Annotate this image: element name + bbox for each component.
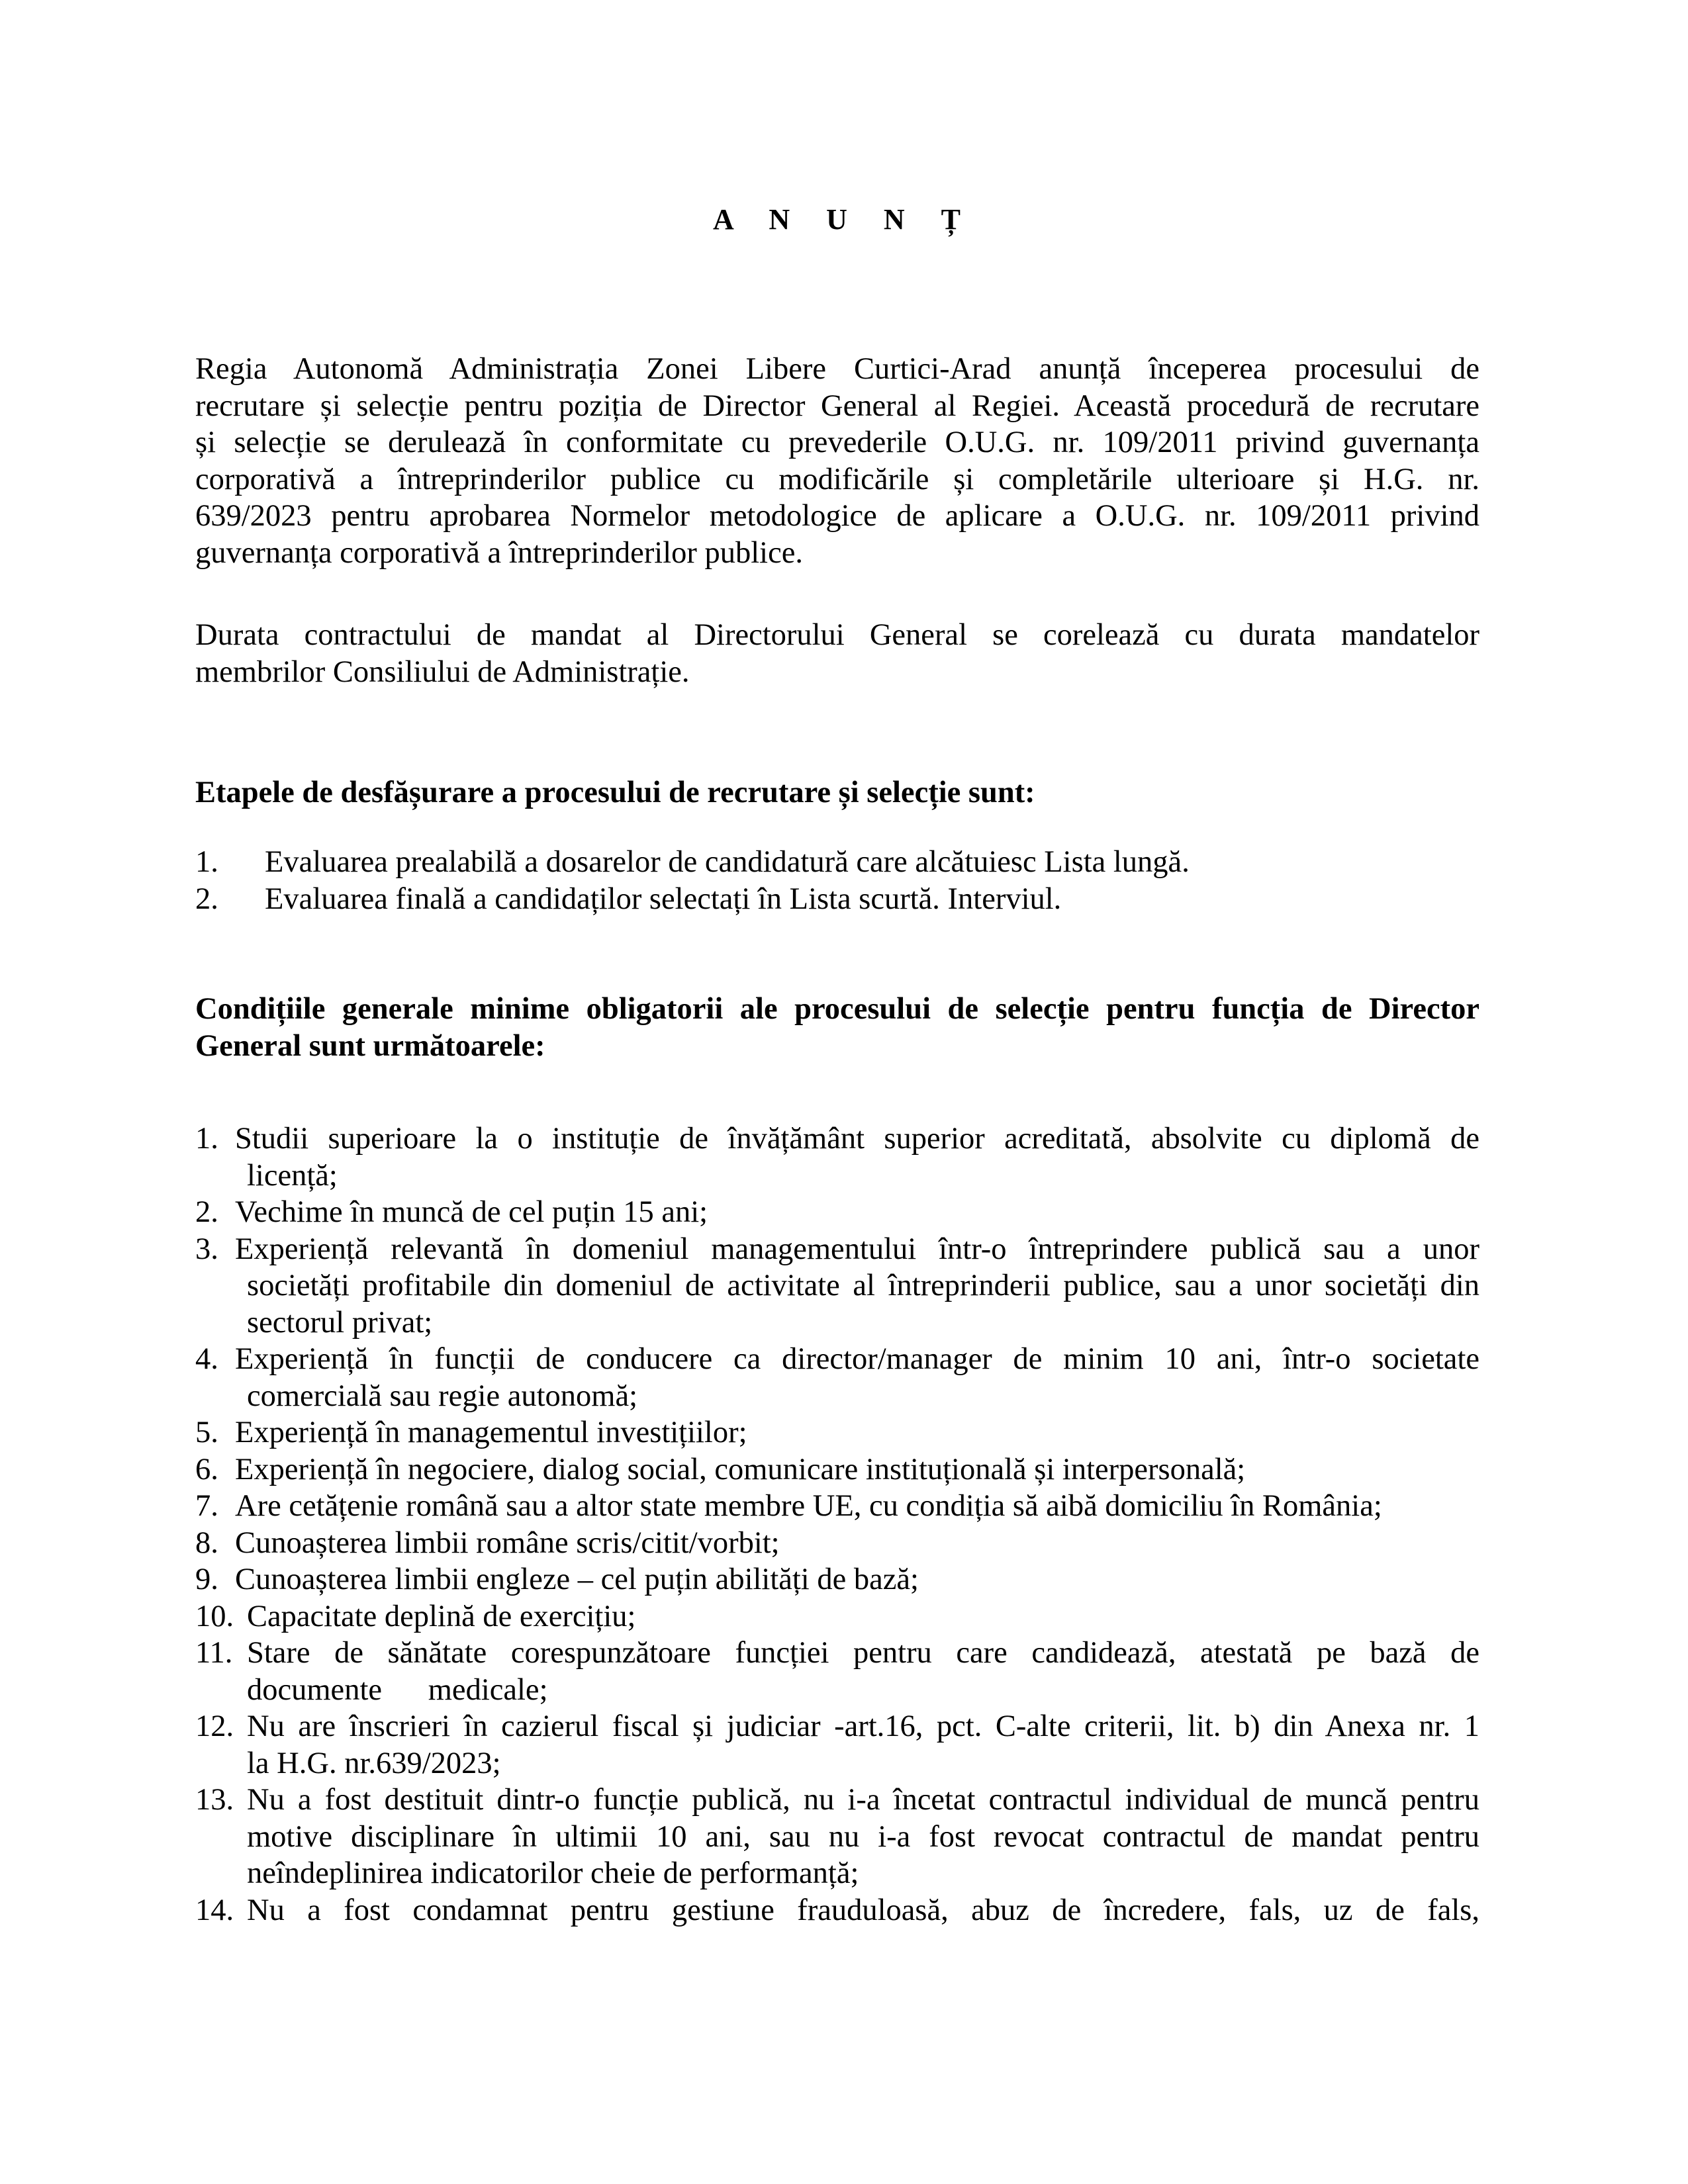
paragraph-line: membrilor Consiliului de Administrație.: [195, 655, 690, 689]
list-text: Nu a fost destituit dintr-o funcție publică, nu i-a încetat contractul individual de muncă pentru: [247, 1783, 1479, 1817]
list-text-continued: comercială sau regie autonomă;: [247, 1379, 638, 1413]
list-item: [195, 1341, 1479, 1414]
list-item: [195, 1635, 1479, 1708]
intro-paragraph: [195, 351, 1479, 571]
list-text-continued: licență;: [247, 1158, 338, 1193]
list-number: 10.: [195, 1599, 234, 1633]
list-item: [195, 1194, 1479, 1231]
conditions-heading: [195, 991, 1479, 1064]
list-text: Stare de sănătate corespunzătoare funcției pentru care candidează, atestată pe bază de: [247, 1636, 1479, 1670]
list-item: [195, 881, 1479, 918]
list-text: Studii superioare la o instituție de învățământ superior acreditată, absolvite cu diplomă de: [235, 1122, 1479, 1156]
list-number: 7.: [195, 1489, 218, 1523]
list-text-continued: la H.G. nr.639/2023;: [247, 1746, 501, 1780]
list-text-continued: neîndeplinirea indicatorilor cheie de performanță;: [247, 1856, 859, 1890]
list-text: Cunoașterea limbii române scris/citit/vorbit;: [235, 1525, 780, 1560]
paragraph-line: 639/2023 pentru aprobarea Normelor metodologice de aplicare a O.U.G. nr. 109/2011 privind: [195, 499, 1479, 533]
list-text-continued: motive disciplinare în ultimii 10 ani, sau nu i-a fost revocat contractul de mandat pentru: [247, 1819, 1479, 1854]
paragraph-line: corporativă a întreprinderilor publice cu modificările și completările ulterioare și H.G. nr.: [195, 462, 1479, 496]
stages-heading: [195, 774, 1479, 811]
list-item: [195, 1120, 1479, 1194]
list-item: [195, 1708, 1479, 1782]
paragraph-line: Durata contractului de mandat al Directorului General se corelează cu durata mandatelor: [195, 618, 1479, 652]
conditions-list: [195, 1120, 1479, 1929]
list-item: [195, 1892, 1479, 1929]
list-number: 1.: [195, 845, 218, 879]
paragraph-line: recrutare și selecție pentru poziția de Director General al Regiei. Această procedură de recrutare: [195, 388, 1479, 423]
list-item: [195, 1414, 1479, 1451]
list-text: Nu are înscrieri în cazierul fiscal și judiciar -art.16, pct. C-alte criterii, lit. b) din Anexa nr. 1: [247, 1709, 1479, 1743]
list-number: 5.: [195, 1416, 218, 1449]
list-text: Evaluarea finală a candidaților selectați în Lista scurtă. Interviul.: [265, 882, 1062, 916]
document-title: A N U N Ț: [712, 203, 976, 236]
list-text: Experiență în negociere, dialog social, comunicare instituțională și interpersonală;: [235, 1452, 1246, 1486]
list-item: [195, 1231, 1479, 1342]
list-number: 12.: [195, 1709, 234, 1743]
conditions-heading-line: General sunt următoarele:: [195, 1028, 545, 1063]
list-number: 2.: [195, 1195, 218, 1229]
list-text: Cunoașterea limbii engleze – cel puțin abilități de bază;: [235, 1563, 919, 1596]
list-text: Vechime în muncă de cel puțin 15 ani;: [235, 1195, 708, 1229]
list-item: [195, 1782, 1479, 1892]
list-text: Experiență în funcții de conducere ca director/manager de minim 10 ani, într-o societate: [235, 1342, 1479, 1376]
list-text: Experiență în managementul investițiilor;: [235, 1416, 747, 1449]
list-item: [195, 1488, 1479, 1525]
list-number: 1.: [195, 1122, 218, 1156]
list-item: [195, 1451, 1479, 1488]
list-number: 14.: [195, 1893, 234, 1927]
list-item: [195, 1561, 1479, 1598]
list-number: 8.: [195, 1525, 218, 1560]
mandate-paragraph: [195, 617, 1479, 690]
list-number: 13.: [195, 1783, 234, 1817]
paragraph-line: Regia Autonomă Administrația Zonei Libere Curtici-Arad anunță începerea procesului de: [195, 352, 1479, 386]
list-number: 3.: [195, 1232, 218, 1266]
list-number: 4.: [195, 1342, 218, 1376]
list-text: Capacitate deplină de exercițiu;: [247, 1599, 636, 1633]
paragraph-line: guvernanța corporativă a întreprinderilor publice.: [195, 535, 803, 570]
list-number: 6.: [195, 1452, 218, 1486]
list-text-continued: societăți profitabile din domeniul de activitate al întreprinderii publice, sau a unor societăți din: [247, 1269, 1479, 1302]
list-text-continued: documente medicale;: [247, 1672, 548, 1707]
list-text: Are cetățenie română sau a altor state membre UE, cu condiția să aibă domiciliu în România;: [235, 1489, 1382, 1523]
list-item: [195, 1598, 1479, 1635]
list-text: Nu a fost condamnat pentru gestiune frauduloasă, abuz de încredere, fals, uz de fals,: [247, 1893, 1479, 1927]
list-number: 11.: [195, 1636, 233, 1670]
paragraph-line: și selecție se derulează în conformitate cu prevederile O.U.G. nr. 109/2011 privind guvernanța: [195, 426, 1479, 459]
list-item: [195, 844, 1479, 881]
list-item: [195, 1525, 1479, 1562]
stages-heading-text: Etapele de desfășurare a procesului de recrutare și selecție sunt:: [195, 776, 1035, 809]
conditions-heading-line: Condițiile generale minime obligatorii ale procesului de selecție pentru funcția de Director: [195, 992, 1479, 1026]
list-text-continued: sectorul privat;: [247, 1305, 433, 1340]
stages-list: [195, 844, 1479, 917]
list-text: Experiență relevantă în domeniul managementului într-o întreprindere publică sau a unor: [235, 1232, 1479, 1266]
list-text: Evaluarea prealabilă a dosarelor de candidatură care alcătuiesc Lista lungă.: [265, 845, 1190, 879]
list-number: 2.: [195, 882, 218, 916]
list-number: 9.: [195, 1563, 218, 1596]
